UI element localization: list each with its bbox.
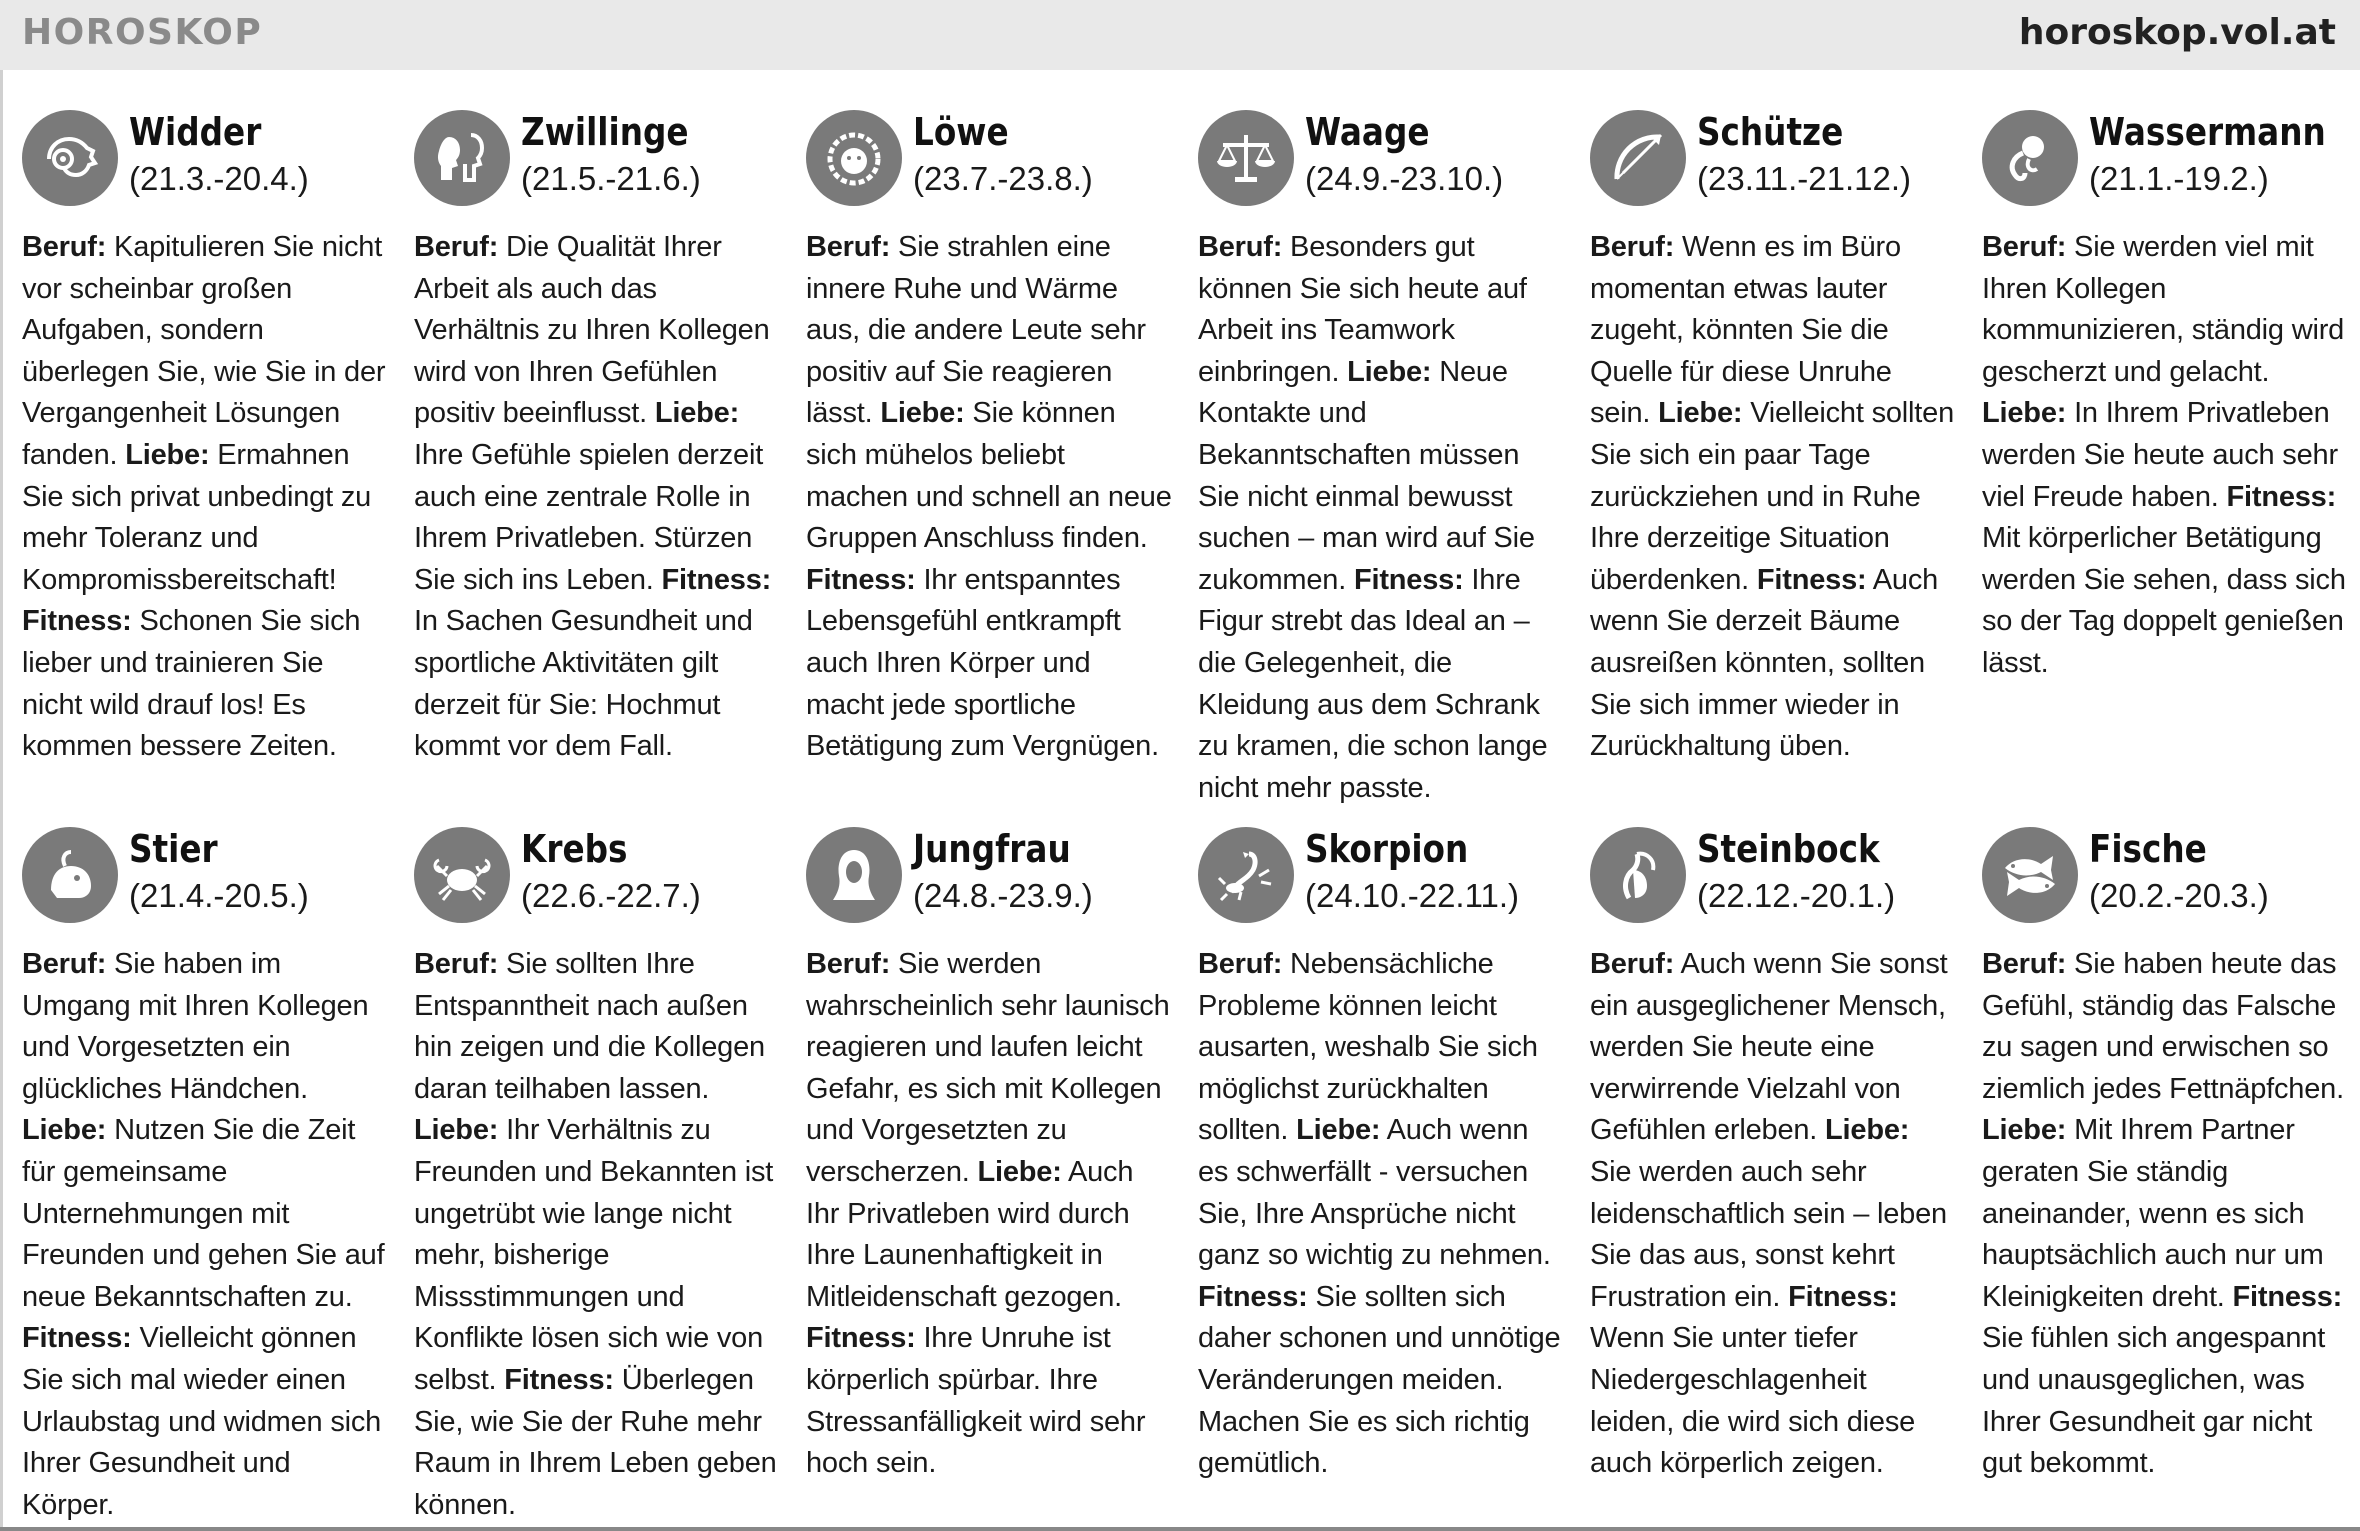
liebe-label: Liebe:: [1347, 355, 1432, 388]
beruf-text: Sie werden viel mit Ihren Kollegen kommunizieren, ständig wird gescherzt und gelacht.: [1982, 231, 2345, 388]
fitness-label: Fitness:: [806, 563, 916, 596]
header-bar: [0, 0, 2360, 70]
sign-text: [1590, 227, 1958, 768]
sign-text: [806, 227, 1174, 768]
sign-zwillinge: [414, 110, 782, 768]
beruf-label: Beruf:: [414, 231, 499, 263]
sign-text: [1198, 944, 1566, 1485]
fitness-text: Ihre Figur strebt das Ideal an – die Gelegenheit, die Kleidung aus dem Schrank zu kramen, die schon lange nicht mehr passte.: [1198, 563, 1548, 804]
liebe-label: Liebe:: [1982, 397, 2067, 430]
liebe-text: Neue Kontakte und Bekanntschaften müssen Sie nicht einmal bewusst suchen – man wird auf Sie zukommen.: [1198, 355, 1535, 596]
beruf-text: Sie haben im Umgang mit Ihren Kollegen und Vorgesetzten ein glückliches Händchen.: [22, 948, 369, 1105]
sign-dates: (23.11.-21.12.): [1697, 160, 1912, 197]
liebe-text: Mit Ihrem Partner geraten Sie ständig aneinander, wenn es sich hauptsächlich auch nur um Kleinigkeiten dreht.: [1982, 1114, 2324, 1313]
liebe-text: Vielleicht sollten Sie sich ein paar Tage zurückziehen und in Ruhe Ihre derzeitige Situation überdenken.: [1590, 397, 1955, 596]
sign-name: Krebs: [521, 827, 628, 871]
beruf-text: Nebensächliche Probleme können leicht ausarten, weshalb Sie sich möglichst zurückhalten sollten.: [1198, 948, 1538, 1147]
sign-name: Jungfrau: [913, 827, 1071, 871]
sign-loewe: [806, 110, 1174, 768]
fitness-label: Fitness:: [2226, 480, 2337, 513]
sign-dates: (21.4.-20.5.): [129, 877, 309, 914]
sign-dates: (24.8.-23.9.): [913, 877, 1093, 914]
beruf-label: Beruf:: [1590, 231, 1675, 263]
sign-text: [1982, 227, 2350, 685]
sign-skorpion: [1198, 827, 1566, 1485]
sign-fische: [1982, 827, 2350, 1485]
sign-name: Zwillinge: [521, 110, 689, 154]
scorpion-icon: [1198, 827, 1294, 923]
fitness-text: Wenn Sie unter tiefer Niedergeschlagenheit leiden, die wird sich diese auch körperlich zeigen.: [1590, 1322, 1916, 1480]
liebe-label: Liebe:: [1825, 1114, 1910, 1147]
beruf-text: Kapitulieren Sie nicht vor scheinbar großen Aufgaben, sondern überlegen Sie, wie Sie in der Vergangenheit Lösungen fanden.: [22, 231, 386, 471]
scales-icon: [1198, 110, 1294, 206]
fitness-text: Sie sollten sich daher schonen und unnötige Veränderungen meiden. Machen Sie es sich richtig gemütlich.: [1198, 1280, 1561, 1480]
fitness-text: Ihr entspanntes Lebensgefühl entkrampft auch Ihren Körper und macht jede sportliche Betätigung zum Vergnügen.: [806, 563, 1159, 763]
fitness-label: Fitness:: [2232, 1280, 2343, 1313]
liebe-text: Sie können sich mühelos beliebt machen und schnell an neue Gruppen Anschluss finden.: [806, 397, 1172, 555]
capricorn-icon: [1590, 827, 1686, 923]
fitness-label: Fitness:: [1756, 563, 1867, 596]
sign-text: [1590, 944, 1958, 1485]
sign-name: Fische: [2089, 827, 2207, 871]
fitness-text: Überlegen Sie, wie Sie der Ruhe mehr Raum in Ihrem Leben geben können.: [414, 1363, 777, 1521]
beruf-label: Beruf:: [1198, 231, 1283, 263]
fitness-text: Schonen Sie sich lieber und trainieren Sie nicht wild drauf los! Es kommen bessere Zeiten.: [22, 605, 361, 763]
sign-widder: [22, 110, 390, 768]
sign-schuetze: [1590, 110, 1958, 768]
beruf-text: Die Qualität Ihrer Arbeit als auch das Verhältnis zu Ihren Kollegen wird von Ihren Gefühlen positiv beeinflusst.: [414, 231, 770, 430]
liebe-label: Liebe:: [654, 397, 740, 430]
sign-text: [22, 944, 390, 1526]
beruf-label: Beruf:: [22, 948, 107, 980]
liebe-text: Sie werden auch sehr leidenschaftlich sein – leben Sie das aus, sonst kehrt Frustration ein.: [1590, 1155, 1947, 1313]
liebe-text: Ermahnen Sie sich privat unbedingt zu mehr Toleranz und Kompromissbereitschaft!: [22, 438, 372, 596]
beruf-label: Beruf:: [22, 231, 107, 263]
sign-name: Wassermann: [2089, 110, 2326, 154]
sign-dates: (22.6.-22.7.): [521, 877, 701, 914]
sign-name: Stier: [129, 827, 218, 871]
crab-icon: [414, 827, 510, 923]
sign-dates: (20.2.-20.3.): [2089, 877, 2269, 914]
fitness-text: Auch wenn Sie derzeit Bäume ausreißen könnten, sollten Sie sich immer wieder in Zurückhaltung üben.: [1590, 563, 1939, 763]
fitness-label: Fitness:: [22, 1322, 132, 1355]
liebe-label: Liebe:: [22, 1114, 107, 1147]
sign-text: [414, 944, 782, 1526]
sign-name: Schütze: [1697, 110, 1844, 154]
liebe-label: Liebe:: [1982, 1114, 2067, 1147]
liebe-label: Liebe:: [880, 397, 965, 430]
lion-icon: [806, 110, 902, 206]
sign-text: [22, 227, 390, 768]
liebe-label: Liebe:: [977, 1155, 1062, 1188]
beruf-label: Beruf:: [414, 948, 499, 980]
beruf-label: Beruf:: [1982, 231, 2067, 263]
liebe-text: Ihr Verhältnis zu Freunden und Bekannten ist ungetrübt wie lange nicht mehr, bisherige Missstimmungen und Konflikte lösen sich wie von selbst.: [414, 1114, 774, 1396]
sign-dates: (24.10.-22.11.): [1305, 877, 1520, 914]
liebe-text: In Ihrem Privatleben werden Sie heute auch sehr viel Freude haben.: [1982, 397, 2338, 513]
sign-dates: (23.7.-23.8.): [913, 160, 1093, 197]
page-title: HOROSKOP: [22, 12, 263, 53]
liebe-label: Liebe:: [414, 1114, 499, 1147]
fitness-text: Vielleicht gönnen Sie sich mal wieder einen Urlaubstag und widmen sich Ihrer Gesundheit und Körper.: [22, 1322, 382, 1521]
fitness-text: In Sachen Gesundheit und sportliche Aktivitäten gilt derzeit für Sie: Hochmut kommt vor dem Fall.: [414, 605, 753, 763]
sign-dates: (21.1.-19.2.): [2089, 160, 2269, 197]
beruf-label: Beruf:: [806, 948, 891, 980]
sign-name: Skorpion: [1305, 827, 1469, 871]
sign-text: [806, 944, 1174, 1485]
liebe-text: Nutzen Sie die Zeit für gemeinsame Unternehmungen mit Freunden und gehen Sie auf neue Bekanntschaften zu.: [22, 1114, 385, 1313]
sign-krebs: [414, 827, 782, 1526]
fitness-text: Sie fühlen sich angespannt und unausgeglichen, was Ihrer Gesundheit gar nicht gut bekommt.: [1982, 1322, 2326, 1480]
beruf-text: Wenn es im Büro momentan etwas lauter zugeht, könnten Sie die Quelle für diese Unruhe sein.: [1590, 231, 1901, 430]
beruf-text: Auch wenn Sie sonst ein ausgeglichener Mensch, werden Sie heute eine verwirrende Vielzahl von Gefühlen erleben.: [1590, 948, 1948, 1147]
fish-icon: [1982, 827, 2078, 923]
sign-name: Löwe: [913, 110, 1009, 154]
beruf-label: Beruf:: [1198, 948, 1283, 980]
beruf-label: Beruf:: [1590, 948, 1675, 980]
archer-icon: [1590, 110, 1686, 206]
twins-icon: [414, 110, 510, 206]
liebe-text: Auch Ihr Privatleben wird durch Ihre Launenhaftigkeit in Mitleidenschaft gezogen.: [806, 1155, 1134, 1313]
fitness-text: Ihre Unruhe ist körperlich spürbar. Ihre Stressanfälligkeit wird sehr hoch sein.: [806, 1322, 1146, 1480]
fitness-label: Fitness:: [1788, 1280, 1898, 1313]
liebe-text: Ihre Gefühle spielen derzeit auch eine zentrale Rolle in Ihrem Privatleben. Stürzen Sie sich ins Leben.: [414, 438, 764, 596]
sign-dates: (21.3.-20.4.): [129, 160, 309, 197]
bottom-border: [0, 1527, 2360, 1531]
water-bearer-icon: [1982, 110, 2078, 206]
beruf-text: Sie strahlen eine innere Ruhe und Wärme aus, die andere Leute sehr positiv auf Sie reagieren lässt.: [806, 231, 1146, 430]
fitness-label: Fitness:: [22, 605, 132, 638]
fitness-label: Fitness:: [504, 1363, 614, 1396]
fitness-label: Fitness:: [806, 1322, 916, 1355]
beruf-label: Beruf:: [1982, 948, 2067, 980]
sign-text: [1982, 944, 2350, 1485]
sign-waage: [1198, 110, 1566, 809]
beruf-text: Sie sollten Ihre Entspanntheit nach außen hin zeigen und die Kollegen daran teilhaben lassen.: [414, 948, 765, 1105]
liebe-label: Liebe:: [1658, 397, 1743, 430]
liebe-text: Auch wenn es schwerfällt - versuchen Sie, Ihre Ansprüche nicht ganz so wichtig zu nehmen.: [1198, 1114, 1551, 1272]
beruf-text: Sie werden wahrscheinlich sehr launisch reagieren und laufen leicht Gefahr, es sich mit Kollegen und Vorgesetzten zu verscherzen.: [806, 948, 1170, 1188]
sign-name: Widder: [129, 110, 262, 154]
sign-text: [414, 227, 782, 768]
liebe-label: Liebe:: [125, 438, 210, 471]
beruf-text: Sie haben heute das Gefühl, ständig das Falsche zu sagen und erwischen so ziemlich jedes Fettnäpfchen.: [1982, 948, 2344, 1105]
sign-dates: (24.9.-23.10.): [1305, 160, 1504, 197]
sign-stier: [22, 827, 390, 1526]
virgin-icon: [806, 827, 902, 923]
sign-name: Waage: [1305, 110, 1430, 154]
sign-jungfrau: [806, 827, 1174, 1485]
sign-text: [1198, 227, 1566, 809]
site-link[interactable]: horoskop.vol.at: [2018, 12, 2336, 53]
sign-dates: (21.5.-21.6.): [521, 160, 701, 197]
fitness-text: Mit körperlicher Betätigung werden Sie sehen, dass sich so der Tag doppelt genießen lässt.: [1982, 522, 2346, 679]
liebe-label: Liebe:: [1296, 1114, 1381, 1147]
beruf-text: Besonders gut können Sie sich heute auf Arbeit ins Teamwork einbringen.: [1198, 231, 1527, 388]
fitness-label: Fitness:: [1353, 563, 1464, 596]
beruf-label: Beruf:: [806, 231, 891, 263]
sign-name: Steinbock: [1697, 827, 1880, 871]
sign-dates: (22.12.-20.1.): [1697, 877, 1896, 914]
fitness-label: Fitness:: [1198, 1280, 1308, 1313]
fitness-label: Fitness:: [661, 563, 772, 596]
left-border: [0, 70, 3, 1531]
sign-wassermann: [1982, 110, 2350, 685]
ram-icon: [22, 110, 118, 206]
sign-steinbock: [1590, 827, 1958, 1485]
bull-icon: [22, 827, 118, 923]
